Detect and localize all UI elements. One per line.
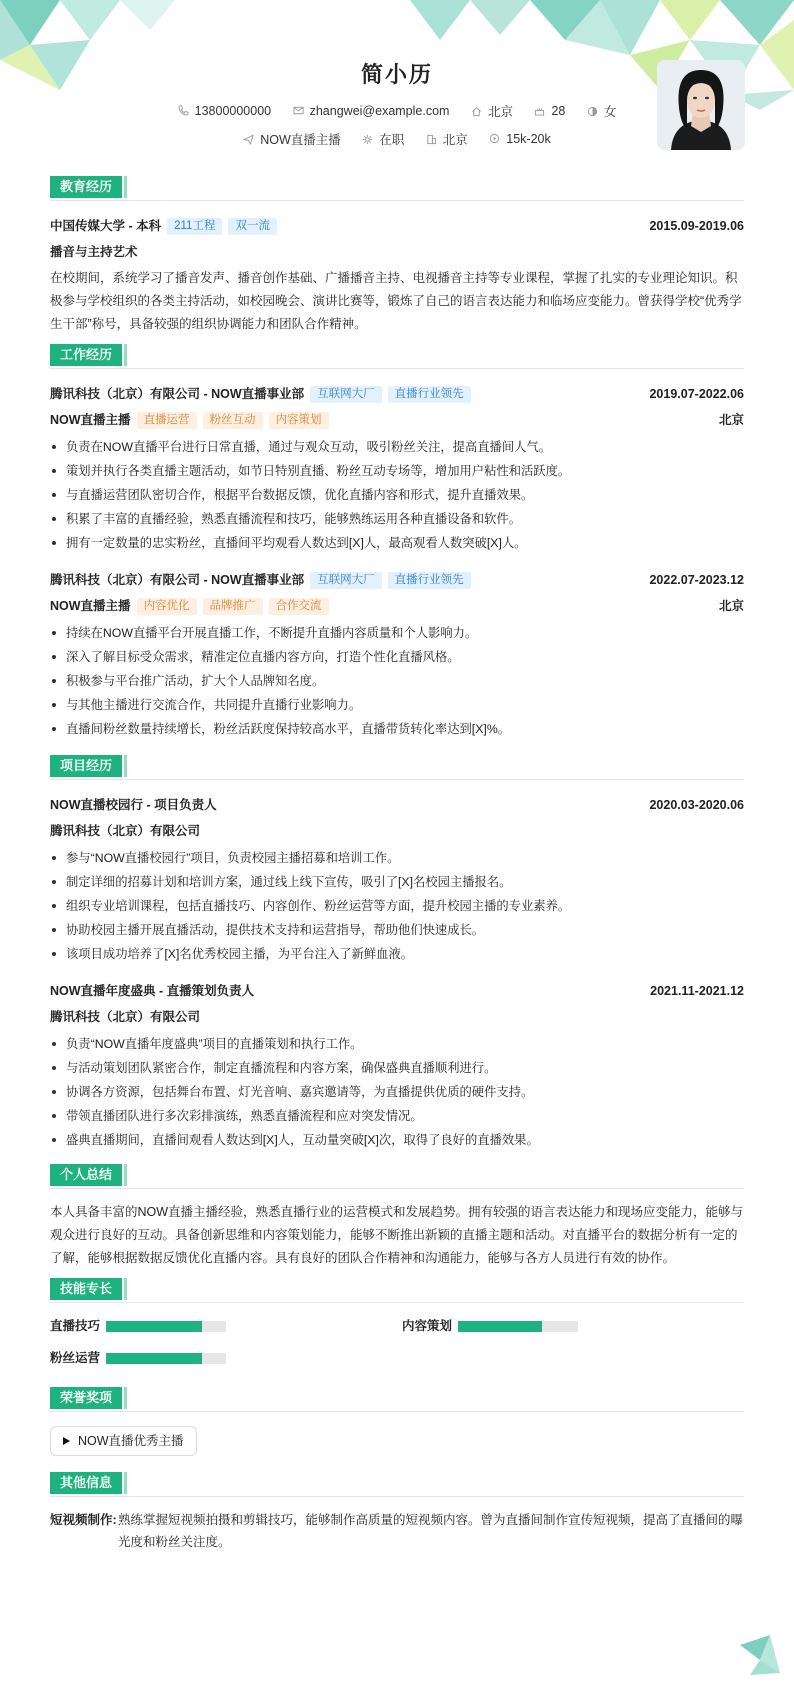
project-date: 2021.11-2021.12 [650,984,744,998]
gender-info [587,102,617,120]
award-item [50,1426,197,1456]
skills-section [50,1278,744,1379]
company-tag: 直播行业领先 [388,572,471,589]
bullet-item: 与其他主播进行交流合作，共同提升直播行业影响力。 [50,693,744,717]
status-icon [362,134,373,145]
work-section [50,344,744,741]
school-tag: 211工程 [167,218,222,235]
phone-text: 13800000000 [194,104,272,118]
project-company: 腾讯科技（北京）有限公司 [50,1010,201,1024]
major: 播音与主持艺术 [50,245,138,259]
send-icon [243,134,254,145]
salary-text: 15k-20k [506,132,551,146]
company-name: 腾讯科技（北京）有限公司 - NOW直播事业部 [50,387,305,401]
skills-title: 技能专长 [50,1278,122,1300]
gender-icon [587,106,598,117]
project-item [50,978,744,1152]
work-title: 工作经历 [50,344,122,366]
mail-icon [293,105,304,116]
bullet-item: 负责在NOW直播平台进行日常直播，通过与观众互动，吸引粉丝关注，提高直播间人气。 [50,435,744,459]
skill-name: 直播技巧 [50,1319,101,1333]
city-info [426,130,468,148]
bullet-item: 盛典直播期间，直播间观看人数达到[X]人，互动量突破[X]次，取得了良好的直播效果。 [50,1128,744,1152]
role-tag: 品牌推广 [203,598,263,615]
company-tag: 直播行业领先 [388,386,471,403]
project-date: 2020.03-2020.06 [649,798,744,812]
phone-info [178,104,271,118]
position-info [243,130,341,148]
building-icon [426,134,437,145]
age-icon [534,105,545,116]
candidate-name: 简小历 [360,62,433,87]
bullet-item: 积累了丰富的直播经验，熟悉直播流程和技巧，能够熟练运用各种直播设备和软件。 [50,507,744,531]
work-item [50,567,744,741]
work-city: 北京 [718,413,744,427]
honors-title: 荣誉奖项 [50,1387,122,1409]
position-text: NOW直播主播 [260,133,341,147]
projects-section [50,755,744,1152]
skill-bar-fill [106,1321,202,1332]
skill-name: 粉丝运营 [50,1351,101,1365]
summary-title: 个人总结 [50,1164,122,1186]
award-text: NOW直播优秀主播 [78,1434,184,1448]
status-text: 在职 [379,133,405,147]
email-text: zhangwei@example.com [309,104,450,118]
bullet-item: 参与“NOW直播校园行”项目，负责校园主播招募和培训工作。 [50,846,744,870]
bullet-item: 持续在NOW直播平台开展直播工作，不断提升直播内容质量和个人影响力。 [50,621,744,645]
skill-item [50,1315,100,1337]
project-company: 腾讯科技（北京）有限公司 [50,824,201,838]
role-tag: 粉丝互动 [203,412,263,429]
bullet-item: 该项目成功培养了[X]名优秀校园主播，为平台注入了新鲜血液。 [50,942,744,966]
role-name: NOW直播主播 [50,599,131,613]
role-name: NOW直播主播 [50,413,131,427]
projects-title: 项目经历 [50,755,122,777]
company-name: 腾讯科技（北京）有限公司 - NOW直播事业部 [50,573,305,587]
bullet-item: 组织专业培训课程，包括直播技巧、内容创作、粉丝运营等方面，提升校园主播的专业素养。 [50,894,744,918]
work-date: 2019.07-2022.06 [649,387,744,401]
other-label: 短视频制作: [50,1513,117,1527]
work-date: 2022.07-2023.12 [649,573,744,587]
bullet-item: 深入了解目标受众需求，精准定位直播内容方向，打造个性化直播风格。 [50,645,744,669]
summary-section [50,1164,744,1270]
company-tag: 互联网大厂 [310,572,382,589]
work-item [50,381,744,555]
resume-header [50,0,744,168]
work-city: 北京 [718,599,744,613]
project-name: NOW直播年度盛典 - 直播策划负责人 [50,984,255,998]
home-icon [471,106,482,117]
job-intent-row [50,130,744,148]
role-tag: 合作交流 [269,598,329,615]
contact-row [50,102,744,120]
salary-info [489,132,550,146]
project-name: NOW直播校园行 - 项目负责人 [50,798,217,812]
role-tag: 直播运营 [137,412,197,429]
bullet-item: 带领直播团队进行多次彩排演练，熟悉直播流程和应对突发情况。 [50,1104,744,1128]
company-tag: 互联网大厂 [310,386,382,403]
skill-item [50,1347,100,1369]
bullet-item: 与直播运营团队密切合作，根据平台数据反馈，优化直播内容和形式，提升直播效果。 [50,483,744,507]
location-text: 北京 [487,105,513,119]
avatar [657,60,745,150]
education-section [50,176,744,336]
bullet-item: 积极参与平台推广活动，扩大个人品牌知名度。 [50,669,744,693]
honors-section [50,1387,744,1464]
skill-item [402,1315,452,1337]
city-text: 北京 [442,133,468,147]
role-tag: 内容优化 [137,598,197,615]
school-tag: 双一流 [228,218,277,235]
phone-icon [178,105,189,116]
skill-bar [458,1321,578,1332]
skill-name: 内容策划 [402,1319,453,1333]
age-info [534,104,565,118]
bullet-item: 拥有一定数量的忠实粉丝，直播间平均观看人数达到[X]人，最高观看人数突破[X]人。 [50,531,744,555]
age-text: 28 [551,104,566,118]
summary-text: 本人具备丰富的NOW直播主播经验，熟悉直播行业的运营模式和发展趋势。拥有较强的语言表达能力和现场应变能力，能够与观众进行良好的互动。具备创新思维和内容策划能力，能够不断推出新颖的直播主题和活动。对直播平台的数据分析有一定的了解，能够根据数据反馈优化直播内容。具有良好的团队合作精神和沟通能力，能够与各方人员进行有效的协作。 [50,1205,744,1265]
bullet-item: 策划并执行各类直播主题活动，如节日特别直播、粉丝互动专场等，增加用户粘性和活跃度。 [50,459,744,483]
skill-bar-fill [106,1353,202,1364]
salary-icon [489,133,500,144]
bullet-item: 直播间粉丝数量持续增长，粉丝活跃度保持较高水平，直播带货转化率达到[X]%。 [50,717,744,741]
role-tag: 内容策划 [269,412,329,429]
bullet-item: 制定详细的招募计划和培训方案，通过线上线下宣传，吸引了[X]名校园主播报名。 [50,870,744,894]
bullet-item: 协调各方资源，包括舞台布置、灯光音响、嘉宾邀请等，为直播提供优质的硬件支持。 [50,1080,744,1104]
status-info [362,130,404,148]
project-item [50,792,744,966]
skill-bar-fill [458,1321,542,1332]
other-text: 熟练掌握短视频拍摄和剪辑技巧，能够制作高质量的短视频内容。曾为直播间制作宣传短视频，提高了直播间的曝光度和粉丝关注度。 [118,1513,744,1549]
gender-text: 女 [603,105,617,119]
bullet-item: 协助校园主播开展直播活动，提供技术支持和运营指导，帮助他们快速成长。 [50,918,744,942]
corner-decoration [740,1635,780,1675]
education-title: 教育经历 [50,176,122,198]
email-info [293,104,450,118]
education-date: 2015.09-2019.06 [649,219,744,233]
play-triangle-icon [63,1437,70,1445]
school-name: 中国传媒大学 - 本科 [50,219,162,233]
other-section [50,1472,744,1553]
bullet-item: 负责“NOW直播年度盛典”项目的直播策划和执行工作。 [50,1032,744,1056]
skill-bar [106,1353,226,1364]
bullet-item: 与活动策划团队紧密合作，制定直播流程和内容方案，确保盛典直播顺利进行。 [50,1056,744,1080]
skill-bar [106,1321,226,1332]
location-info [471,102,513,120]
other-title: 其他信息 [50,1472,122,1494]
education-description: 在校期间，系统学习了播音发声、播音创作基础、广播播音主持、电视播音主持等专业课程，掌握了扎实的专业理论知识。积极参与学校组织的各类主持活动，如校园晚会、演讲比赛等，锻炼了自己的语言表达能力和临场应变能力。曾获得学校“优秀学生干部”称号，具备较强的组织协调能力和团队合作精神。 [50,271,742,331]
